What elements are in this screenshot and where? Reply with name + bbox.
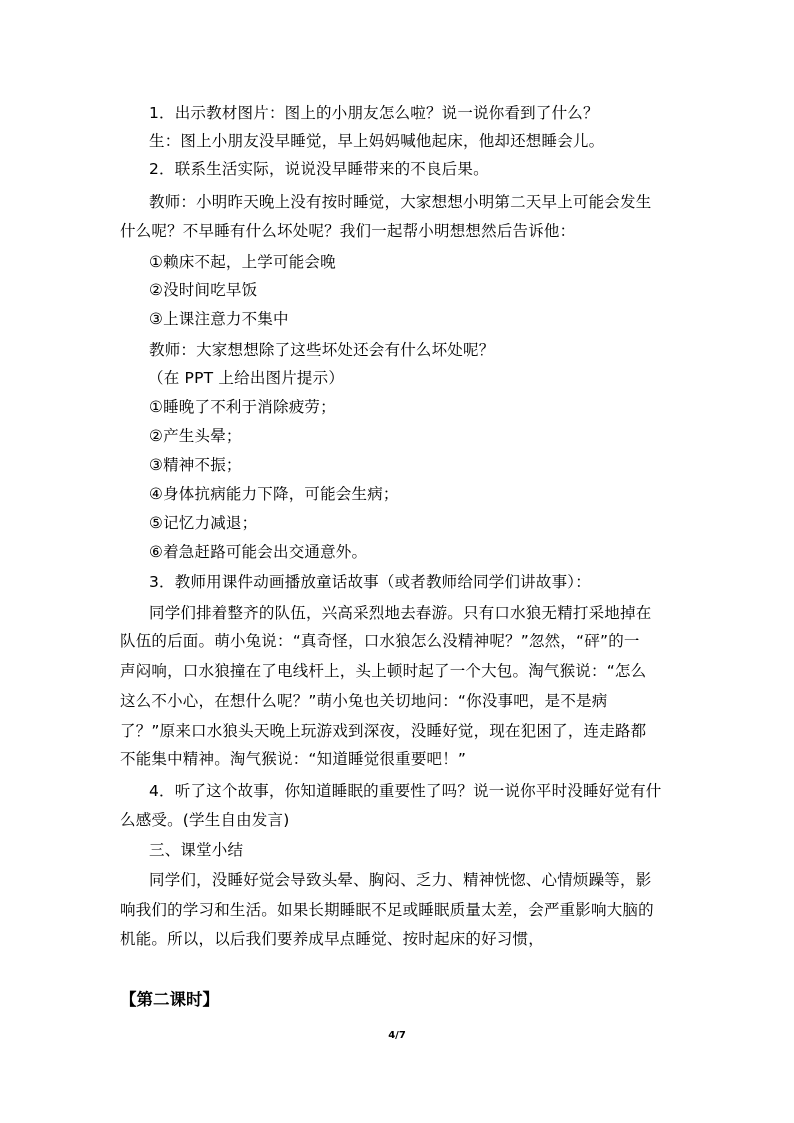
section-summary-heading: 三、课堂小结 [149, 841, 244, 859]
teacher-question-line-1: 教师：小明昨天晚上没有按时睡觉，大家想想小明第二天早上可能会发生 [149, 193, 652, 211]
story-line-4: 这么不小心，在想什么呢？”萌小兔也关切地问：“你没事吧，是不是病 [120, 692, 608, 710]
step-4-line-2: 么感受。(学生自由发言) [120, 811, 290, 829]
story-line-2: 队伍的后面。萌小兔说：“真奇怪，口水狼怎么没精神呢？”忽然，“砰”的一 [120, 632, 640, 650]
page-number: 4/7 [388, 1030, 406, 1041]
harm-item-2: ②产生头晕； [149, 427, 242, 445]
consequence-item-3: ③上课注意力不集中 [149, 310, 289, 328]
story-line-3: 声闷响，口水狼撞在了电线杆上，头上顿时起了一个大包。淘气猴说：“怎么 [120, 662, 647, 680]
summary-line-2: 响我们的学习和生活。如果长期睡眠不足或睡眠质量太差，会严重影响大脑的 [120, 901, 654, 919]
story-line-6: 不能集中精神。淘气猴说：“知道睡觉很重要吧！” [120, 750, 467, 768]
consequence-item-1: ①赖床不起，上学可能会晚 [149, 253, 336, 271]
harm-item-5: ⑤记忆力减退； [149, 514, 258, 532]
harm-item-6: ⑥着急赶路可能会出交通意外。 [149, 543, 368, 561]
lesson-two-heading: 【第二课时】 [120, 990, 219, 1009]
teacher-followup: 教师：大家想想除了这些坏处还会有什么坏处呢？ [149, 341, 495, 359]
harm-item-3: ③精神不振； [149, 456, 242, 474]
step-4-line-1: 4．听了这个故事，你知道睡眠的重要性了吗？说一说你平时没睡好觉有什 [149, 782, 662, 800]
summary-line-1: 同学们，没睡好觉会导致头晕、胸闷、乏力、精神恍惚、心情烦躁等，影 [149, 871, 652, 889]
step-3-text: 3．教师用课件动画播放童话故事（或者教师给同学们讲故事）： [149, 573, 591, 591]
step-1-text: 1．出示教材图片：图上的小朋友怎么啦？说一说你看到了什么？ [149, 104, 599, 122]
student-answer: 生：图上小朋友没早睡觉，早上妈妈喊他起床，他却还想睡会儿。 [149, 132, 605, 150]
story-line-1: 同学们排着整齐的队伍，兴高采烈地去春游。只有口水狼无精打采地掉在 [149, 604, 652, 622]
harm-item-1: ①睡晚了不利于消除疲劳； [149, 398, 336, 416]
consequence-item-2: ②没时间吃早饭 [149, 281, 258, 299]
harm-item-4: ④身体抗病能力下降，可能会生病； [149, 485, 399, 503]
ppt-hint: （在 PPT 上给出图片提示） [148, 369, 345, 387]
teacher-question-line-2: 什么呢？不早睡有什么坏处呢？我们一起帮小明想想然后告诉他： [120, 222, 576, 240]
step-2-text: 2．联系生活实际，说说没早睡带来的不良后果。 [149, 160, 489, 178]
story-line-5: 了？”原来口水狼头天晚上玩游戏到深夜，没睡好觉，现在犯困了，连走路都 [120, 722, 647, 740]
summary-line-3: 机能。所以，以后我们要养成早点睡觉、按时起床的好习惯， [120, 930, 544, 948]
